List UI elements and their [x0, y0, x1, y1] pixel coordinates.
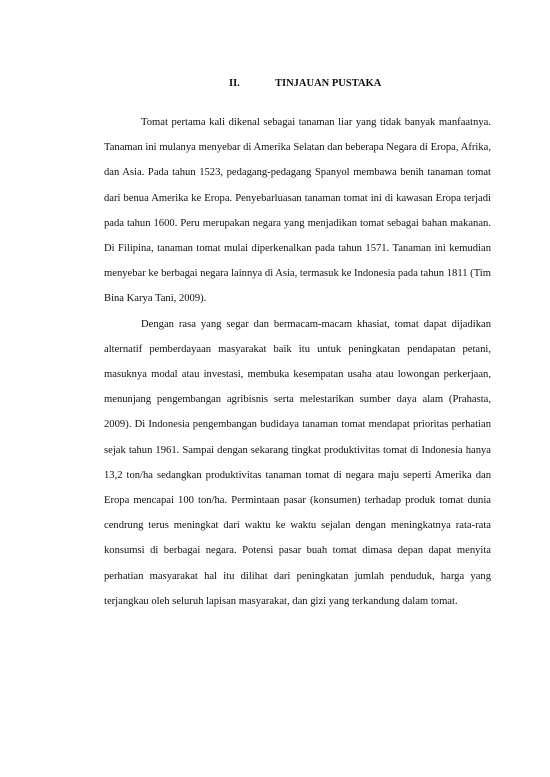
body-text	[104, 110, 491, 614]
section-title: TINJAUAN PUSTAKA	[275, 78, 382, 89]
paragraph-1: Tomat pertama kali dikenal sebagai tanaman liar yang tidak banyak manfaatnya. Tanaman ini mulanya menyebar di Amerika Selatan dan beberapa Negara di Eropa, Afrika, dan Asia. Pada tahun 1523, pedagang-pedagang Spanyol membawa benih tanaman tomat dari benua Amerika ke Eropa. Penyebarluasan tanaman tomat ini di kawasan Eropa terjadi pada tahun 1600. Peru merupakan negara yang menjadikan tomat sebagai bahan makanan. Di Filipina, tanaman tomat mulai diperkenalkan pada tahun 1571. Tanaman ini kemudian menyebar ke berbagai negara lainnya di Asia, termasuk ke Indonesia pada tahun 1811 (Tim Bina Karya Tani, 2009).	[104, 117, 491, 305]
section-heading	[0, 78, 550, 94]
paragraph-2: Dengan rasa yang segar dan bermacam-macam khasiat, tomat dapat dijadikan alternatif pemberdayaan masyarakat baik itu untuk peningkatan pendapatan petani, masuknya modal atau investasi, membuka kesempatan usaha atau lowongan perkerjaan, menunjang pengembangan agribisnis serta melestarikan sumber daya alam (Prahasta, 2009). Di Indonesia pengembangan budidaya tanaman tomat mendapat prioritas perhatian sejak tahun 1961. Sampai dengan sekarang tingkat produktivitas tomat di Indonesia hanya 13,2 ton/ha sedangkan produktivitas tanaman tomat di negara maju seperti Amerika dan Eropa mencapai 100 ton/ha. Permintaan pasar (konsumen) terhadap produk tomat dunia cendrung terus meningkat dari waktu ke waktu sejalan dengan meningkatnya rata-rata konsumsi di berbagai negara. Potensi pasar buah tomat dimasa depan dapat menyita perhatian masyarakat hal itu dilihat dari peningkatan jumlah penduduk, harga yang terjangkau oleh seluruh lapisan masyarakat, dan gizi yang terkandung dalam tomat.	[104, 318, 491, 607]
section-number: II.	[229, 78, 240, 89]
